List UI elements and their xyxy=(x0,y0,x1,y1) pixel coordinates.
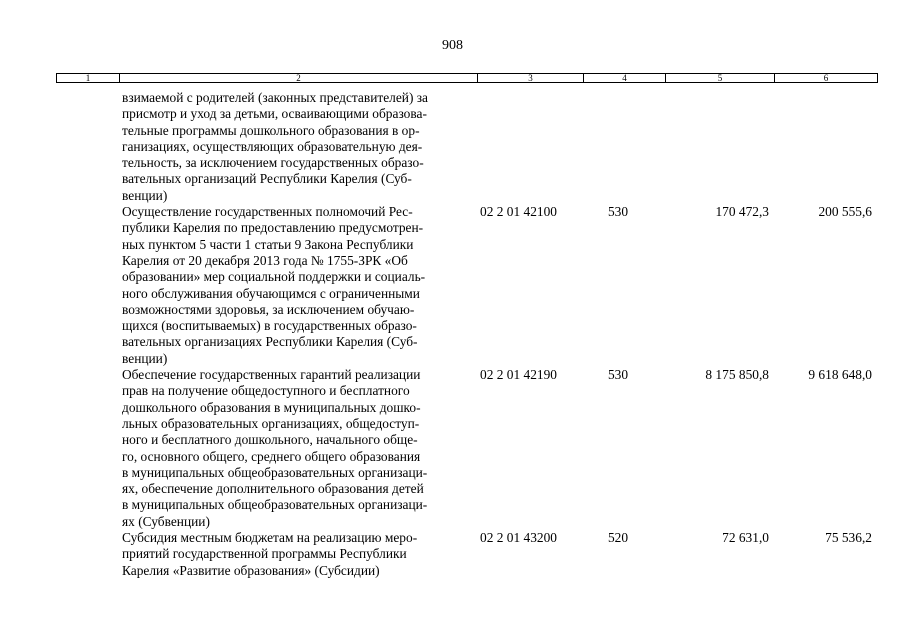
table-row xyxy=(56,367,878,530)
row-value-col5: 170 472,3 xyxy=(715,204,769,220)
row-name-line: льных образовательных организациях, общедоступ- xyxy=(122,415,420,431)
column-number-4: 4 xyxy=(583,74,665,82)
table-body xyxy=(56,90,878,579)
row-name-line: возможностями здоровья, за исключением обучаю- xyxy=(122,301,415,317)
row-name xyxy=(56,530,476,579)
row-name xyxy=(56,204,476,367)
row-name-line: го, основного общего, среднего общего образования xyxy=(122,448,421,464)
row-name-line: Карелия «Развитие образования» (Субсидии) xyxy=(122,562,380,578)
row-expense-type: 530 xyxy=(607,367,629,383)
row-value-col6: 75 536,2 xyxy=(825,530,872,546)
column-number-1: 1 xyxy=(85,73,91,83)
row-expense-type: 530 xyxy=(607,204,629,220)
row-name-line: щихся (воспитываемых) в государственных образо- xyxy=(122,318,417,334)
row-name-line: вательных организациях Республики Карелия (Суб- xyxy=(122,334,418,350)
row-value-col5: 72 631,0 xyxy=(722,530,769,546)
row-name-line: приятий государственной программы Республики xyxy=(122,546,407,562)
row-name-line: Субсидия местным бюджетам на реализацию меро- xyxy=(122,530,418,546)
row-value-col5: 8 175 850,8 xyxy=(705,367,769,383)
row-name-line: образовании» мер социальной поддержки и социаль- xyxy=(122,269,426,285)
row-name xyxy=(56,367,476,530)
row-name-line: публики Карелия по предоставлению предусмотрен- xyxy=(122,220,424,236)
column-number-6: 6 xyxy=(774,74,877,82)
column-number-2: 2 xyxy=(119,74,477,82)
column-number-3: 3 xyxy=(477,74,583,82)
row-name-line: ного и бесплатного дошкольного, начального обще- xyxy=(122,432,418,448)
row-name-line: венции) xyxy=(122,350,168,366)
row-name-line: Обеспечение государственных гарантий реализации xyxy=(122,367,421,383)
row-name-line: в муниципальных общеобразовательных организаци- xyxy=(122,497,428,513)
row-value-col6 xyxy=(773,90,876,204)
row-name-line: Карелия от 20 декабря 2013 года № 1755-ЗРК «Об xyxy=(122,252,408,268)
row-name-line: в муниципальных общеобразовательных организаци- xyxy=(122,464,428,480)
row-name-line: ях (Субвенции) xyxy=(122,513,210,529)
row-name-line: ных пунктом 5 части 1 статьи 9 Закона Республики xyxy=(122,236,414,252)
row-name-line: присмотр и уход за детьми, осваивающими образова- xyxy=(122,106,427,122)
row-code: 02 2 01 43200 xyxy=(480,530,557,546)
table-header-row xyxy=(56,73,878,83)
row-name-line: венции) xyxy=(122,187,168,203)
row-name-line: тельные программы дошкольного образования в ор- xyxy=(122,122,420,138)
row-name-line: прав на получение общедоступного и бесплатного xyxy=(122,383,410,399)
row-name-line: ганизациях, осуществляющих образовательную дея- xyxy=(122,138,423,154)
row-name xyxy=(56,90,476,204)
row-value-col6: 9 618 648,0 xyxy=(808,367,872,383)
row-code xyxy=(476,90,582,204)
row-name-line: дошкольного образования в муниципальных дошко- xyxy=(122,399,421,415)
row-name-line: взимаемой с родителей (законных представителей) за xyxy=(122,90,428,105)
table-row xyxy=(56,90,878,204)
table-row xyxy=(56,204,878,367)
row-expense-type: 520 xyxy=(607,530,629,546)
row-name-line: тельность, за исключением государственных образо- xyxy=(122,155,424,171)
row-code: 02 2 01 42100 xyxy=(480,204,557,220)
table-row xyxy=(56,530,878,579)
row-name-line: ного обслуживания обучающимся с ограниченными xyxy=(122,285,420,301)
column-number-5: 5 xyxy=(665,74,774,82)
row-name-line: Осуществление государственных полномочий Рес- xyxy=(122,204,413,220)
row-value-col6: 200 555,6 xyxy=(818,204,872,220)
page-number: 908 xyxy=(442,38,463,53)
row-name-line: вательных организаций Республики Карелия (Суб- xyxy=(122,171,412,187)
row-expense-type xyxy=(582,90,664,204)
row-name-line: ях, обеспечение дополнительного образования детей xyxy=(122,481,424,497)
row-code: 02 2 01 42190 xyxy=(480,367,557,383)
row-value-col5 xyxy=(664,90,773,204)
